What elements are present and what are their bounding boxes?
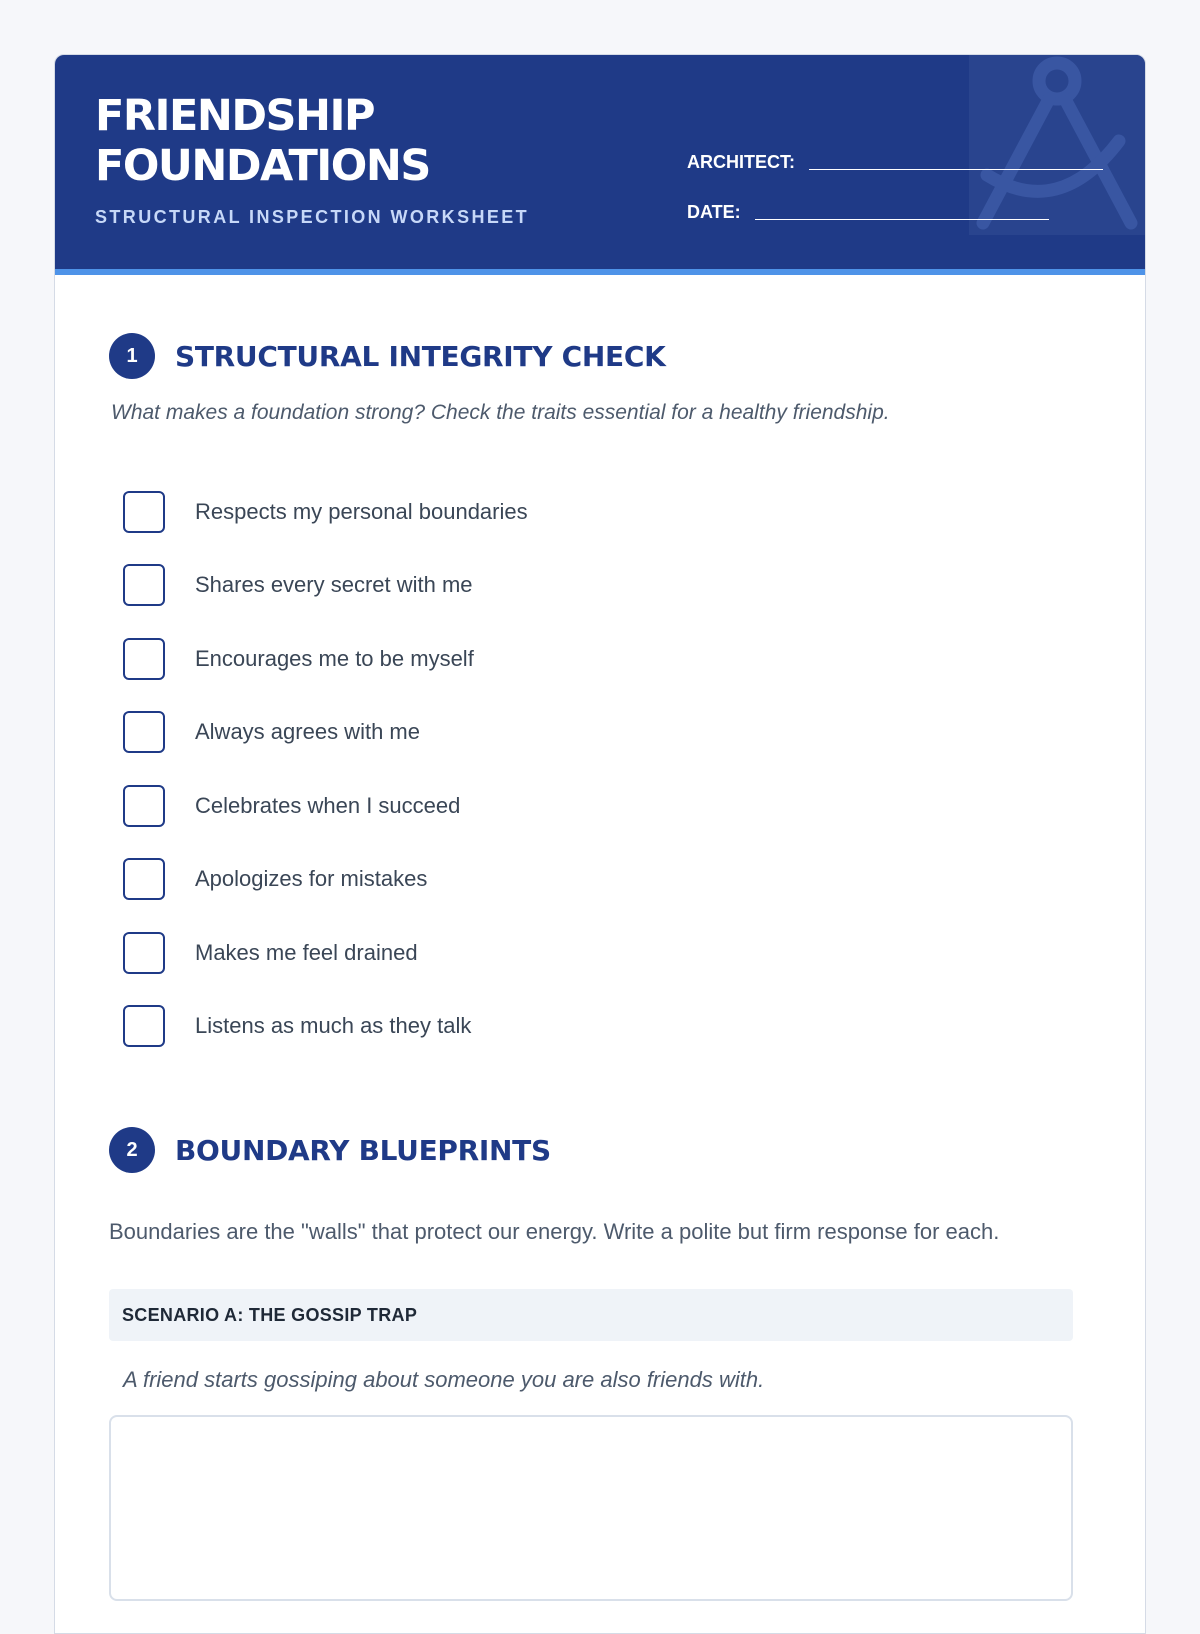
trait-label: Encourages me to be myself: [195, 645, 474, 671]
worksheet-header: [55, 55, 1145, 275]
scenario-a-description: A friend starts gossiping about someone you are also friends with.: [123, 1367, 765, 1392]
title-line-1: FRIENDSHIP: [95, 91, 375, 141]
section-1-intro: What makes a foundation strong? Check the traits essential for a healthy friendship.: [111, 401, 890, 424]
checklist-item: [123, 475, 528, 549]
trait-checkbox[interactable]: [123, 785, 165, 827]
worksheet-subtitle: STRUCTURAL INSPECTION WORKSHEET: [95, 207, 530, 227]
date-input-line[interactable]: [755, 219, 1049, 220]
trait-checkbox[interactable]: [123, 858, 165, 900]
worksheet: [54, 54, 1146, 1634]
architect-label: ARCHITECT:: [687, 152, 795, 172]
checklist-item: [123, 916, 528, 990]
trait-checkbox[interactable]: [123, 491, 165, 533]
section-2-heading: [109, 1127, 551, 1173]
title-line-2: FOUNDATIONS: [95, 141, 430, 191]
trait-label: Listens as much as they talk: [195, 1013, 472, 1039]
trait-checkbox[interactable]: [123, 638, 165, 680]
worksheet-title: [95, 91, 655, 191]
section-1-title: STRUCTURAL INTEGRITY CHECK: [175, 339, 666, 373]
trait-label: Apologizes for mistakes: [195, 866, 428, 892]
checklist-item: [123, 696, 528, 770]
section-2-intro: Boundaries are the "walls" that protect our energy. Write a polite but firm response for each.: [109, 1219, 1000, 1244]
architect-input-line[interactable]: [809, 169, 1103, 170]
checklist-item: [123, 990, 528, 1064]
checklist-item: [123, 843, 528, 917]
checklist-item: [123, 549, 528, 623]
section-2-number-badge: 2: [109, 1127, 155, 1173]
date-label: DATE:: [687, 202, 741, 222]
trait-label: Makes me feel drained: [195, 939, 418, 965]
trait-label: Celebrates when I succeed: [195, 792, 461, 818]
traits-checklist: [123, 475, 528, 1063]
section-1-heading: [109, 333, 666, 379]
date-field-row: [687, 199, 1049, 223]
section-1-number-badge: 1: [109, 333, 155, 379]
trait-label: Respects my personal boundaries: [195, 498, 528, 524]
checklist-item: [123, 622, 528, 696]
trait-checkbox[interactable]: [123, 932, 165, 974]
trait-checkbox[interactable]: [123, 1005, 165, 1047]
trait-checkbox[interactable]: [123, 711, 165, 753]
scenario-a-heading: SCENARIO A: THE GOSSIP TRAP: [109, 1289, 1073, 1341]
trait-label: Always agrees with me: [195, 719, 420, 745]
architect-field-row: [687, 149, 1103, 173]
scenario-a-response-field[interactable]: [109, 1415, 1073, 1601]
checklist-item: [123, 769, 528, 843]
trait-label: Shares every secret with me: [195, 572, 473, 598]
trait-checkbox[interactable]: [123, 564, 165, 606]
section-2-title: BOUNDARY BLUEPRINTS: [175, 1133, 551, 1167]
